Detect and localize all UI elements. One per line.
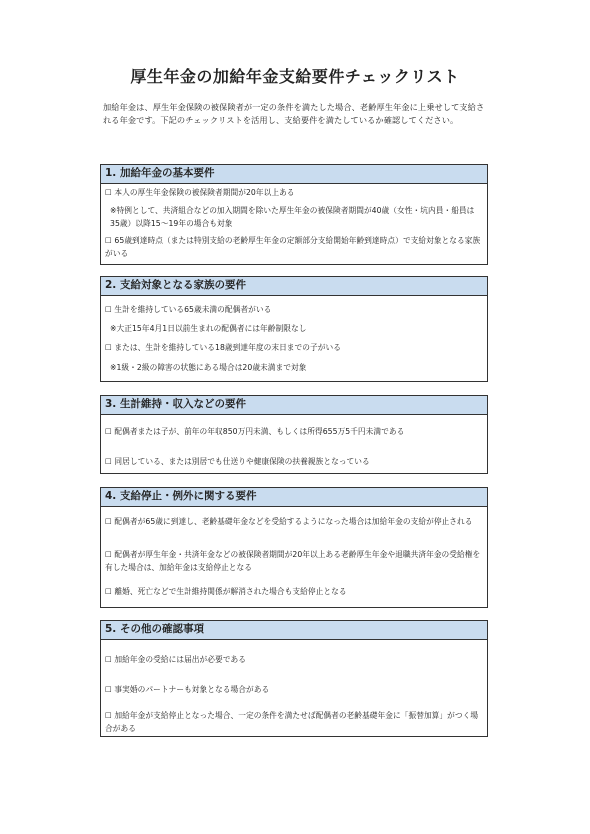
section-suspension-exceptions [100,487,488,608]
checklist-item: ☐ 加給年金の受給には届出が必要である [105,655,246,664]
section-heading: 1. 加給年金の基本要件 [101,165,487,184]
section-heading: 5. その他の確認事項 [101,621,487,640]
checklist-item: ☐ または、生計を維持している18歳到達年度の末日までの子がいる [105,343,341,352]
checklist-item: ☐ 配偶者が厚生年金・共済年金などの被保険者期間が20年以上ある老齢厚生年金や退職共済年金の受給権を有した場合は、加給年金は支給停止となる [105,550,481,572]
checklist-item: ☐ 配偶者または子が、前年の年収850万円未満、もしくは所得655万5千円未満である [105,427,405,436]
checklist-item: ☐ 同居している、または別居でも仕送りや健康保険の扶養親族となっている [105,457,370,466]
section-basic-requirements [100,164,488,265]
page-title: 厚生年金の加給年金支給要件チェックリスト [130,67,460,86]
section-heading: 4. 支給停止・例外に関する要件 [101,488,487,507]
section-heading: 2. 支給対象となる家族の要件 [101,277,487,296]
section-heading: 3. 生計維持・収入などの要件 [101,396,487,415]
checklist-item: ☐ 65歳到達時点（または特別支給の老齢厚生年金の定額部分支給開始年齢到達時点）で支給対象となる家族がいる [105,236,481,258]
note-item: ※特例として、共済組合などの加入期間を除いた厚生年金の被保険者期間が40歳（女性・坑内員・船員は35歳）以降15〜19年の場合も対象 [110,206,475,228]
checklist-item: ☐ 配偶者が65歳に到達し、老齢基礎年金などを受給するようになった場合は加給年金の支給が停止される [105,517,473,526]
note-item: ※1級・2級の障害の状態にある場合は20歳未満まで対象 [110,363,307,372]
checklist-item: ☐ 離婚、死亡などで生計維持関係が解消された場合も支給停止となる [105,587,347,596]
section-eligible-family [100,276,488,382]
section-livelihood-income [100,395,488,474]
intro-paragraph: 加給年金は、厚生年金保険の被保険者が一定の条件を満たした場合、老齢厚生年金に上乗せして支給される年金です。下記のチェックリストを活用し、支給要件を満たしているか確認してください。 [103,102,485,125]
checklist-item: ☐ 本人の厚生年金保険の被保険者期間が20年以上ある [105,188,295,197]
checklist-item: ☐ 加給年金が支給停止となった場合、一定の条件を満たせば配偶者の老齢基礎年金に「振替加算」がつく場合がある [105,711,479,733]
checklist-item: ☐ 生計を維持している65歳未満の配偶者がいる [105,305,272,314]
checklist-item: ☐ 事実婚のパートナーも対象となる場合がある [105,685,270,694]
section-other-checks [100,620,488,737]
note-item: ※大正15年4月1日以前生まれの配偶者には年齢制限なし [110,324,307,333]
